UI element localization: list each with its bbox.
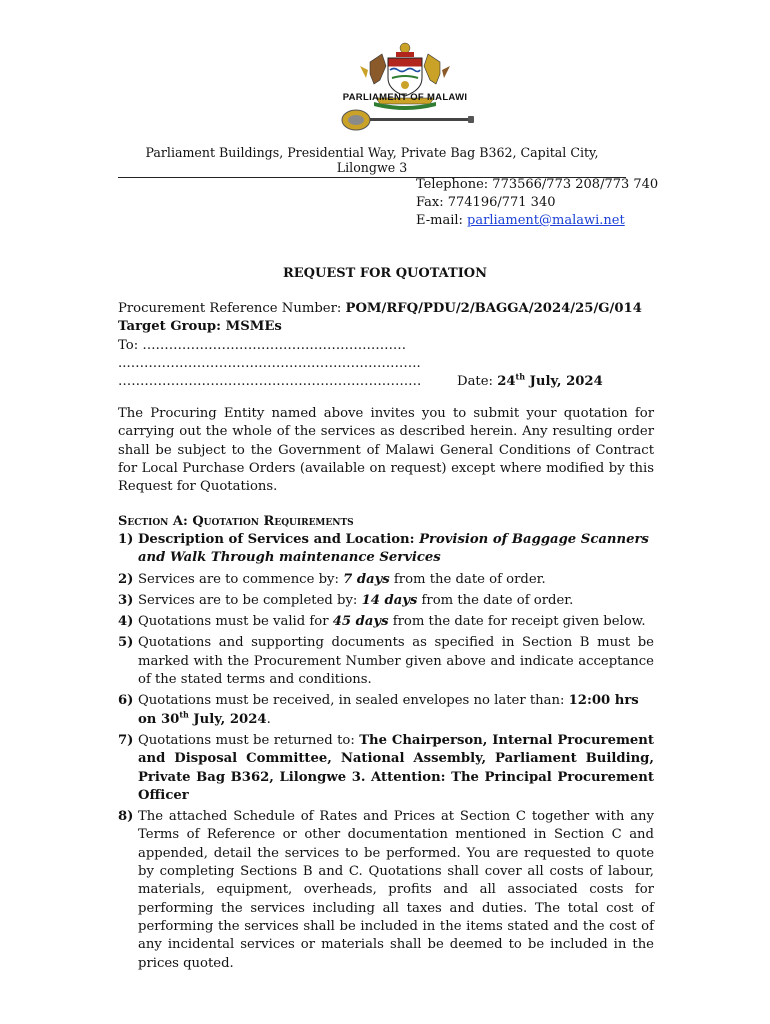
date-rest: July, 2024 (525, 374, 603, 390)
reference-number: POM/RFQ/PDU/2/BAGGA/2024/25/G/014 (345, 301, 642, 316)
intro-paragraph: The Procuring Entity named above invites you to submit your quotation for carrying out the whole of the services as described herein. Any resulting order shall be subject to the Government of Malawi General Conditions of Contract for Local Purchase Orders (available on request) except where modified by this Request for Quotations. (118, 406, 654, 495)
reference-block (118, 300, 654, 391)
list-item: 2) Services are to commence by: 7 days from the date of order. (118, 571, 546, 587)
date-day: 24 (497, 374, 516, 390)
section-a-heading: Section A: Quotation Requirements (118, 514, 354, 529)
list-item: 4) Quotations must be valid for 45 days from the date for receipt given below. (118, 614, 646, 630)
email-label: E-mail: (416, 213, 468, 228)
to-date-line (118, 373, 654, 391)
contact-details (416, 176, 658, 230)
list-item: 1) Description of Services and Location: Provision of Baggage Scanners and Walk Through maintenance Services (118, 532, 649, 566)
email-link[interactable]: parliament@malawi.net (467, 213, 625, 228)
target-group: Target Group: MSMEs (118, 319, 282, 335)
list-item: 5) Quotations and supporting documents as specified in Section B must be marked with the Procurement Number given above and indicate acceptance of the stated terms and conditions. (118, 635, 654, 688)
list-item: 3) Services are to be completed by: 14 days from the date of order. (118, 592, 574, 608)
requirements-list (118, 531, 654, 973)
date (457, 373, 603, 391)
to-line-3: …………………………………………………………… (118, 374, 422, 390)
reference-label: Procurement Reference Number: (118, 301, 346, 316)
email-line (416, 212, 658, 230)
list-item: 7) Quotations must be returned to: The Chairperson, Internal Procurement and Disposal Committee, National Assembly, Parliament Building, Private Bag B362, Lilongwe 3. Attention: The Principal Procurement Officer (118, 732, 654, 803)
list-item: 8) The attached Schedule of Rates and Prices at Section C together with any Terms of Reference or other documentation mentioned in Section C and appended, detail the services to be performed. You are requested to quote by completing Sections B and C. Quotations shall cover all costs of labour, materials, equipment, overheads, profits and all associated costs for performing the services including all taxes and duties. The total cost of performing the services shall be included in the items stated and the cost of any incidental services or materials shall be deemed to be included in the prices quoted. (118, 809, 654, 971)
mace-icon (340, 106, 480, 134)
address-line: Parliament Buildings, Presidential Way, Private Bag B362, Capital City, Lilongwe 3 (118, 145, 626, 178)
telephone: Telephone: 773566/773 208/773 740 (416, 177, 659, 192)
document-title: REQUEST FOR QUOTATION (282, 266, 488, 281)
date-suffix: th (515, 371, 526, 382)
section-a (118, 513, 654, 976)
list-item: 6) Quotations must be received, in sealed envelopes no later than: 12:00 hrs on 30th July, 2024. (118, 693, 639, 727)
reference-line (118, 300, 654, 318)
fax: Fax: 774196/771 340 (416, 195, 556, 210)
to-line-1: To: …………………………………………………… (118, 337, 407, 353)
date-label: Date: (457, 374, 498, 390)
to-line-2: ..…………………………………………………………. (118, 355, 421, 371)
crest-caption: PARLIAMENT OF MALAWI (342, 92, 468, 103)
